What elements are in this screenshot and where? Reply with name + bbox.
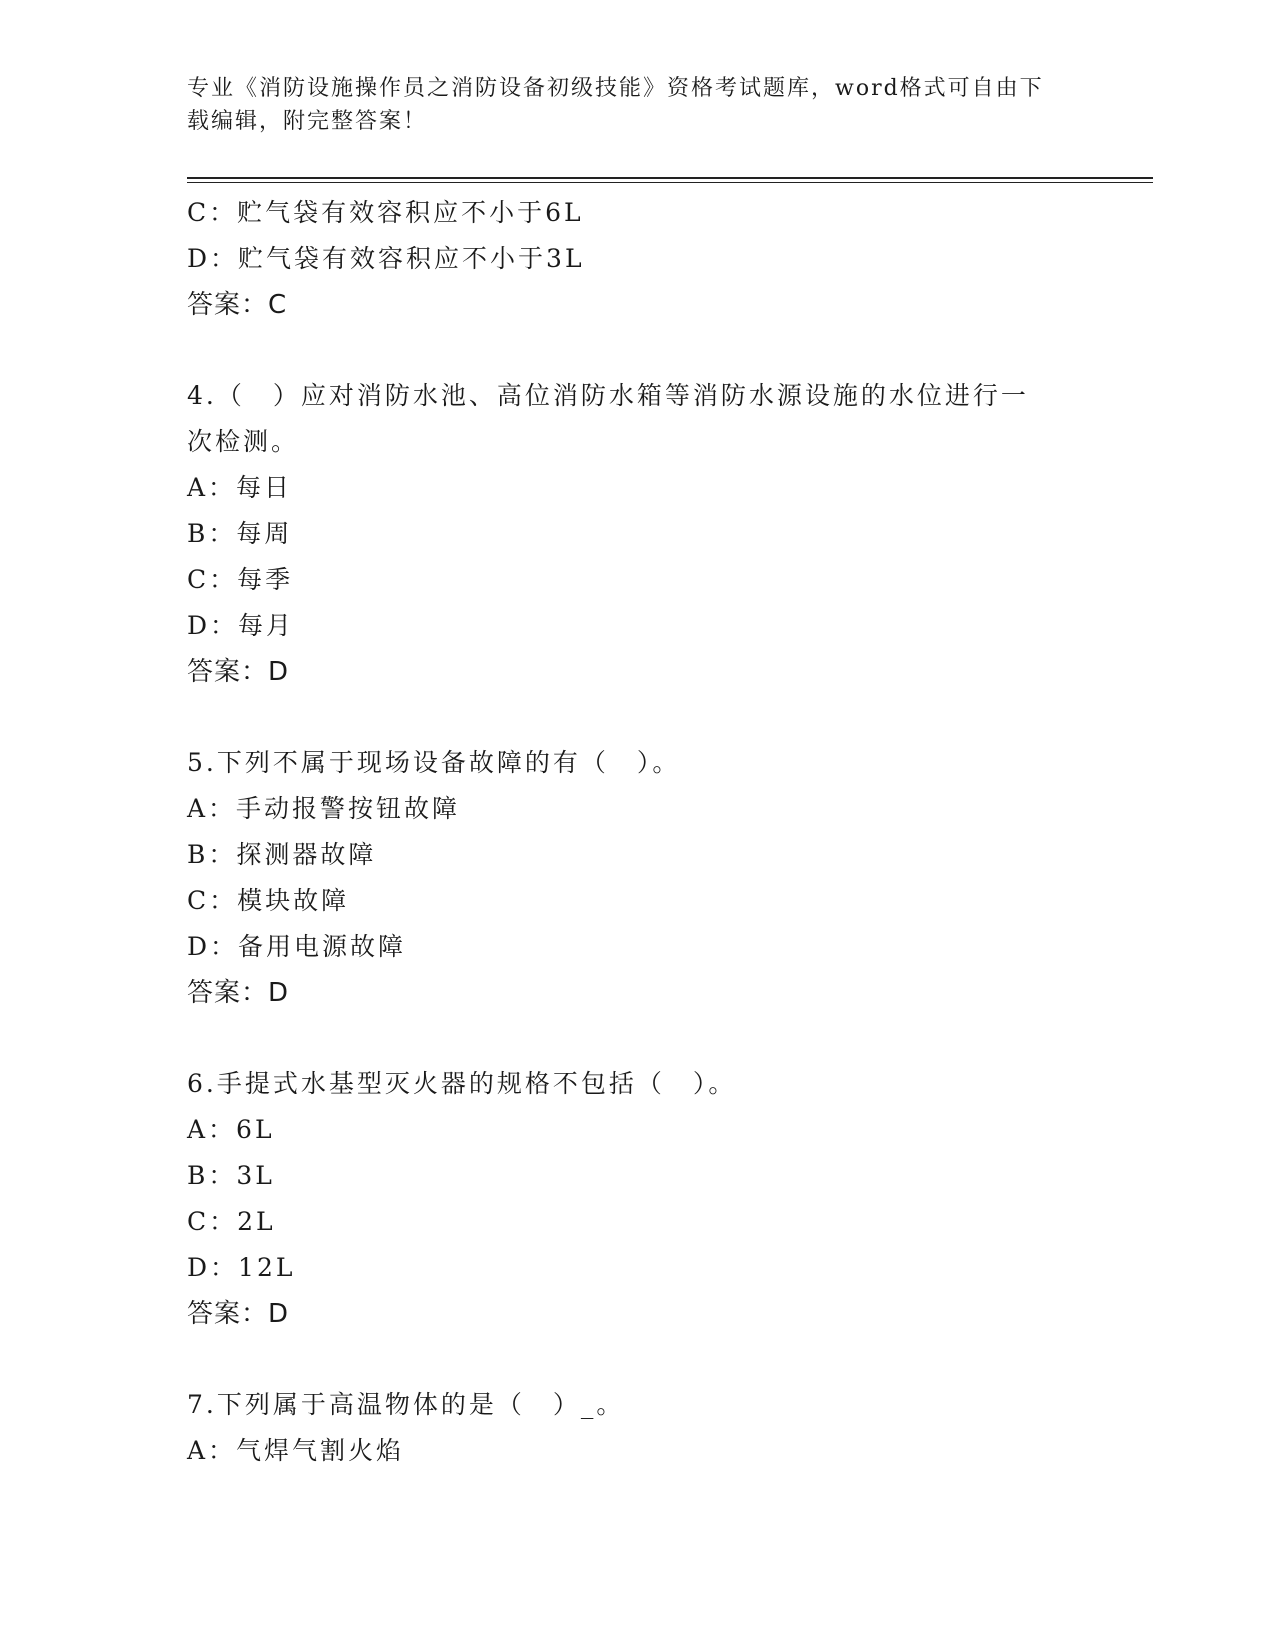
option-d: D：12L xyxy=(187,1253,296,1282)
option-b: B：3L xyxy=(187,1161,275,1190)
option-a: A：手动报警按钮故障 xyxy=(187,794,461,823)
question-stem: 6.手提式水基型灭火器的规格不包括（ ）。 xyxy=(187,1069,737,1098)
question-stem: 5.下列不属于现场设备故障的有（ ）。 xyxy=(187,748,681,777)
answer-label: 答案：D xyxy=(187,657,290,687)
answer-label: 答案：C xyxy=(187,290,288,320)
header-line-1: 专业《消防设施操作员之消防设备初级技能》资格考试题库，word格式可自由下 xyxy=(187,76,1044,101)
option-c: C：贮气袋有效容积应不小于6L xyxy=(187,198,584,227)
option-b: B：每周 xyxy=(187,519,293,548)
question-5 xyxy=(187,740,1087,1016)
question-4 xyxy=(187,373,1087,695)
option-c: C：模块故障 xyxy=(187,886,350,915)
question-7 xyxy=(187,1382,1087,1474)
header-divider-thick xyxy=(187,177,1153,179)
option-a: A：气焊气割火焰 xyxy=(187,1436,405,1465)
header-line-2: 载编辑，附完整答案！ xyxy=(187,109,428,134)
option-d: D：贮气袋有效容积应不小于3L xyxy=(187,244,585,273)
option-d: D：每月 xyxy=(187,611,295,640)
question-6 xyxy=(187,1061,1087,1337)
header-divider-thin xyxy=(187,182,1153,183)
answer-label: 答案：D xyxy=(187,978,290,1008)
document-header xyxy=(187,72,1087,138)
question-stem-continued: 次检测。 xyxy=(187,427,300,456)
question-list xyxy=(187,190,1087,1474)
question-3-partial xyxy=(187,190,1087,328)
option-b: B：探测器故障 xyxy=(187,840,377,869)
option-a: A：每日 xyxy=(187,473,293,502)
option-d: D：备用电源故障 xyxy=(187,932,407,961)
option-c: C：2L xyxy=(187,1207,276,1236)
question-stem: 7.下列属于高温物体的是（ ）_。 xyxy=(187,1390,625,1419)
question-stem: 4.（ ）应对消防水池、高位消防水箱等消防水源设施的水位进行一 xyxy=(187,381,1029,410)
answer-label: 答案：D xyxy=(187,1299,290,1329)
option-c: C：每季 xyxy=(187,565,294,594)
option-a: A：6L xyxy=(187,1115,275,1144)
